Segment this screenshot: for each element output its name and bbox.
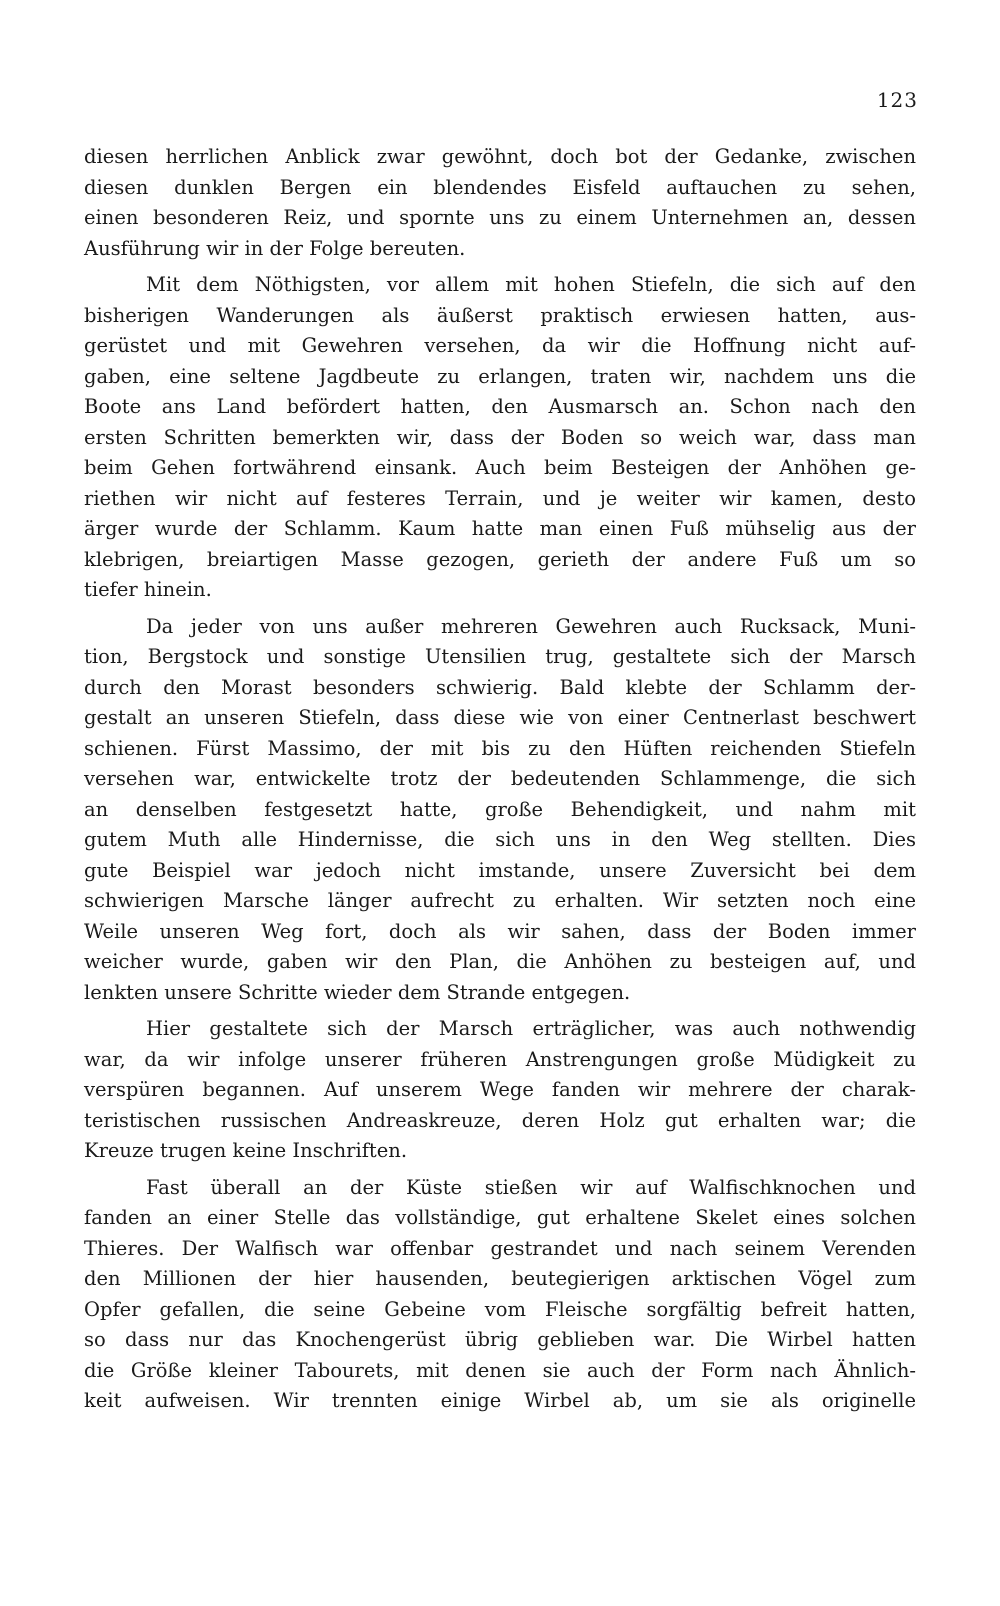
paragraph (84, 612, 916, 1009)
text-line: so dass nur das Knochengerüst übrig geblieben war. Die Wirbel hatten (84, 1328, 916, 1351)
text-line: die Größe kleiner Tabourets, mit denen sie auch der Form nach Ähnlich- (84, 1358, 916, 1382)
text-line: keit aufweisen. Wir trennten einige Wirbel ab, um sie als originelle (84, 1389, 916, 1412)
text-line: gutem Muth alle Hindernisse, die sich uns in den Weg stellten. Dies (84, 828, 916, 851)
text-line: verspüren begannen. Auf unserem Wege fanden wir mehrere der charak- (84, 1078, 916, 1101)
text-line: Fast überall an der Küste stießen wir auf Walfischknochen und (146, 1175, 916, 1199)
page-number: 123 (876, 88, 918, 112)
paragraph (84, 1014, 916, 1167)
text-line: tiefer hinein. (84, 578, 212, 601)
text-line: durch den Morast besonders schwierig. Bald klebte der Schlamm der- (84, 675, 916, 699)
text-line: schwierigen Marsche länger aufrecht zu erhalten. Wir setzten noch eine (84, 889, 916, 912)
body-text (84, 142, 916, 1417)
text-line: Opfer gefallen, die seine Gebeine vom Fleische sorgfältig befreit hatten, (84, 1297, 916, 1321)
paragraph (84, 1173, 916, 1417)
text-line: Weile unseren Weg fort, doch als wir sahen, dass der Boden immer (84, 919, 916, 943)
text-line: gute Beispiel war jedoch nicht imstande, unsere Zuversicht bei dem (84, 858, 916, 882)
text-line: gerüstet und mit Gewehren versehen, da wir die Hoffnung nicht auf- (84, 334, 916, 357)
text-line: an denselben festgesetzt hatte, große Behendigkeit, und nahm mit (84, 797, 916, 821)
text-line: fanden an einer Stelle das vollständige, gut erhaltene Skelet eines solchen (84, 1206, 916, 1229)
text-line: war, da wir infolge unserer früheren Anstrengungen große Müdigkeit zu (84, 1047, 916, 1071)
text-line: Hier gestaltete sich der Marsch erträglicher, was auch nothwendig (146, 1017, 916, 1040)
paragraph (84, 270, 916, 606)
text-line: bisherigen Wanderungen als äußerst praktisch erwiesen hatten, aus- (84, 303, 916, 327)
text-line: Ausführung wir in der Folge bereuten. (84, 236, 466, 260)
text-line: schienen. Fürst Massimo, der mit bis zu den Hüften reichenden Stiefeln (84, 736, 916, 760)
text-line: klebrigen, breiartigen Masse gezogen, gerieth der andere Fuß um so (84, 547, 916, 571)
text-line: Thieres. Der Walfisch war offenbar gestrandet und nach seinem Verenden (84, 1236, 916, 1260)
text-line: gestalt an unseren Stiefeln, dass diese wie von einer Centnerlast beschwert (84, 706, 916, 729)
text-line: den Millionen der hier hausenden, beutegierigen arktischen Vögel zum (84, 1267, 916, 1290)
text-line: ersten Schritten bemerkten wir, dass der Boden so weich war, dass man (84, 425, 916, 449)
text-line: diesen herrlichen Anblick zwar gewöhnt, doch bot der Gedanke, zwischen (84, 145, 916, 168)
text-line: gaben, eine seltene Jagdbeute zu erlangen, traten wir, nachdem uns die (84, 364, 916, 388)
text-line: tion, Bergstock und sonstige Utensilien trug, gestaltete sich der Marsch (84, 645, 916, 668)
text-line: teristischen russischen Andreaskreuze, deren Holz gut erhalten war; die (84, 1108, 916, 1132)
text-line: Da jeder von uns außer mehreren Gewehren auch Rucksack, Muni- (146, 614, 916, 638)
text-line: riethen wir nicht auf festeres Terrain, und je weiter wir kamen, desto (84, 486, 916, 510)
text-line: diesen dunklen Bergen ein blendendes Eisfeld auftauchen zu sehen, (84, 175, 916, 199)
text-line: Kreuze trugen keine Inschriften. (84, 1139, 408, 1162)
text-line: beim Gehen fortwährend einsank. Auch beim Besteigen der Anhöhen ge- (84, 456, 916, 479)
text-line: einen besonderen Reiz, und spornte uns zu einem Unternehmen an, dessen (84, 206, 916, 229)
paragraph (84, 142, 916, 264)
text-line: Boote ans Land befördert hatten, den Ausmarsch an. Schon nach den (84, 395, 916, 418)
text-line: lenkten unsere Schritte wieder dem Strande entgegen. (84, 980, 631, 1004)
text-line: ärger wurde der Schlamm. Kaum hatte man einen Fuß mühselig aus der (84, 517, 916, 540)
text-line: versehen war, entwickelte trotz der bedeutenden Schlammenge, die sich (84, 767, 916, 790)
text-line: Mit dem Nöthigsten, vor allem mit hohen Stiefeln, die sich auf den (146, 273, 916, 296)
text-line: weicher wurde, gaben wir den Plan, die Anhöhen zu besteigen auf, und (84, 950, 916, 973)
